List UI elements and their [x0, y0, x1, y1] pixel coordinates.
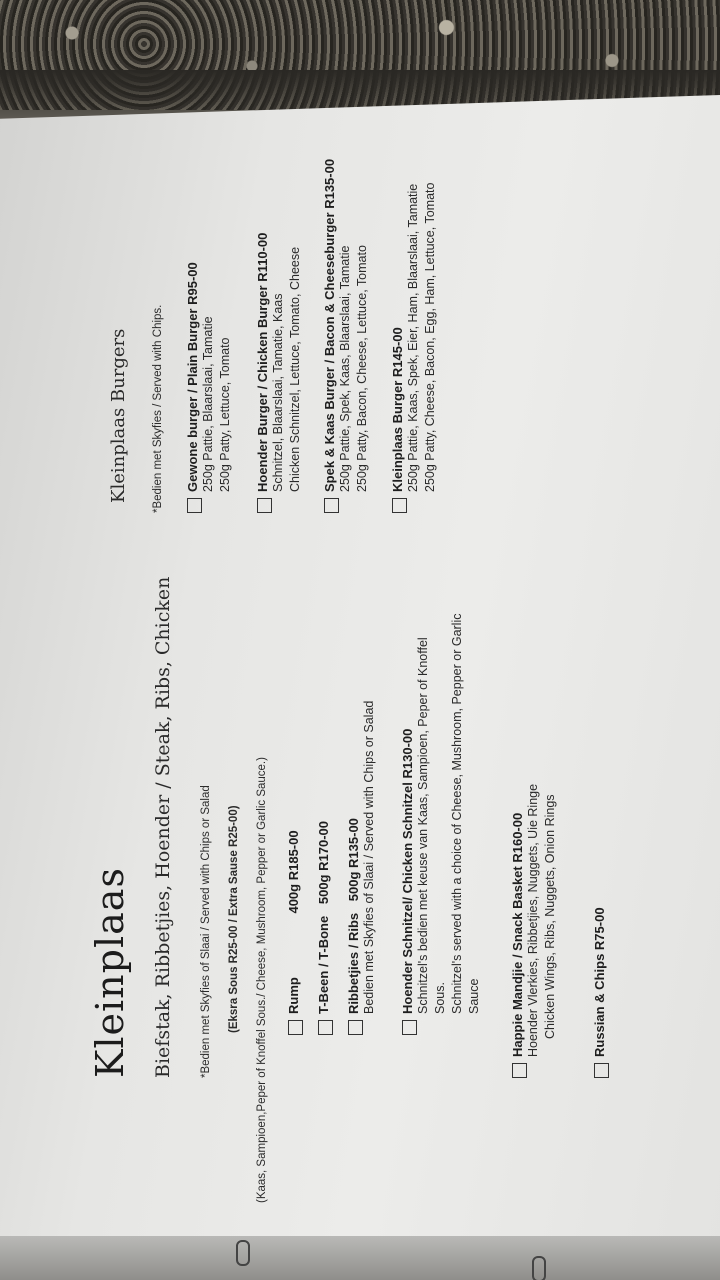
checkbox[interactable] [594, 1063, 609, 1078]
item-title: Kleinplaas Burger R145-00 [390, 327, 405, 492]
section-subtitle: Biefstak, Ribbetjies, Hoender / Steak, Ribs, Chicken [152, 576, 174, 1078]
menu-item-chicken-burger [255, 233, 304, 513]
checkbox[interactable] [348, 1020, 363, 1035]
item-price: R135-00 [346, 818, 361, 868]
item-name: Rump [286, 977, 301, 1014]
item-description: 250g Pattie, Blaarslaai, Tamatie [201, 316, 215, 492]
checkbox[interactable] [402, 1020, 417, 1035]
item-description: 250g Patty, Bacon, Cheese, Lettuce, Tomato [355, 245, 369, 492]
checkbox[interactable] [318, 1020, 333, 1035]
menu-item-snack-basket [510, 784, 559, 1078]
item-description: Sous. [433, 982, 447, 1014]
menu-item-schnitzel [400, 614, 483, 1035]
checkbox[interactable] [257, 498, 272, 513]
item-title: Gewone burger / Plain Burger R95-00 [185, 262, 200, 492]
checkbox[interactable] [324, 498, 339, 513]
served-note: *Bedien met Skyfies of Slaai / Served with Chips or Salad [200, 785, 212, 1078]
menu-item-plain-burger [185, 262, 234, 513]
item-description: Bedien met Skyfies of Slaai / Served with Chips or Salad [362, 700, 376, 1014]
extra-sauce-note: (Eksra Sous R25-00 / Extra Sause R25-00) [228, 805, 240, 1033]
checkbox[interactable] [187, 498, 202, 513]
burgers-served-note: *Bedien met Skyfies / Served with Chips. [152, 304, 164, 513]
menu-item-tbone [316, 821, 333, 1035]
menu-item-kleinplaas-burger [390, 183, 439, 513]
checkbox[interactable] [392, 498, 407, 513]
plastic-sleeve-edge [0, 1236, 720, 1280]
burgers-title: Kleinplaas Burgers [108, 328, 129, 503]
item-description: 250g Patty, Cheese, Bacon, Egg, Ham, Lettuce, Tomato [423, 182, 437, 492]
item-title: Happie Mandjie / Snack Basket R160-00 [510, 812, 525, 1057]
item-description: Hoender Vlerkies, Ribbetjies, Nuggets, Uie Ringe [526, 783, 540, 1057]
item-title: Russian & Chips R75-00 [592, 907, 607, 1057]
binder-ring [532, 1256, 546, 1280]
item-description: Schnitzel's served with a choice of Cheese, Mushroom, Pepper or Garlic [450, 613, 464, 1014]
item-title: Hoender Schnitzel/ Chicken Schnitzel R130-00 [400, 728, 415, 1014]
item-description: 250g Patty, Lettuce, Tomato [218, 337, 232, 492]
menu-item-ribs [346, 701, 378, 1035]
item-title: Spek & Kaas Burger / Bacon & Cheeseburger R135-00 [322, 158, 337, 492]
item-title: Hoender Burger / Chicken Burger R110-00 [255, 232, 270, 492]
checkbox[interactable] [512, 1063, 527, 1078]
item-name: Ribbetjies / Ribs [346, 912, 361, 1014]
item-weight: 500g [316, 874, 331, 905]
checkbox[interactable] [288, 1020, 303, 1035]
binder-ring [236, 1240, 250, 1266]
restaurant-name: Kleinplaas [88, 867, 132, 1078]
sauce-options-note: (Kaas, Sampioen,Peper of Knoffel Sous./ Cheese, Mushroom, Pepper or Garlic Sauce.) [256, 757, 268, 1203]
menu-content [60, 18, 720, 1203]
item-name: T-Been / T-Bone [316, 915, 331, 1014]
item-description: Schnitzel, Blaarslaai, Tamatie, Kaas [271, 293, 285, 492]
item-description: 250g Pattie, Spek, Kaas, Blaarslaai, Tamatie [338, 245, 352, 492]
item-price: R170-00 [316, 821, 331, 871]
item-weight: 400g [286, 883, 301, 914]
item-price: R185-00 [286, 830, 301, 881]
menu-item-rump [286, 830, 303, 1035]
item-description: Chicken Wings, Ribs, Nuggets, Onion Rings [543, 794, 557, 1039]
item-description: Sauce [467, 978, 481, 1014]
menu-item-russian [592, 907, 609, 1078]
item-description: 250g Pattie, Kaas, Spek, Eier, Ham, Blaarslaai, Tamatie [406, 183, 420, 492]
item-description: Schnitzel's bedien met keuse van Kaas, Sampioen, Peper of Knoffel [416, 637, 430, 1014]
item-weight: 500g [346, 871, 361, 902]
item-description: Chicken Schnitzel, Lettuce, Tomato, Cheese [288, 246, 302, 492]
menu-item-bacon-cheeseburger [322, 159, 371, 513]
